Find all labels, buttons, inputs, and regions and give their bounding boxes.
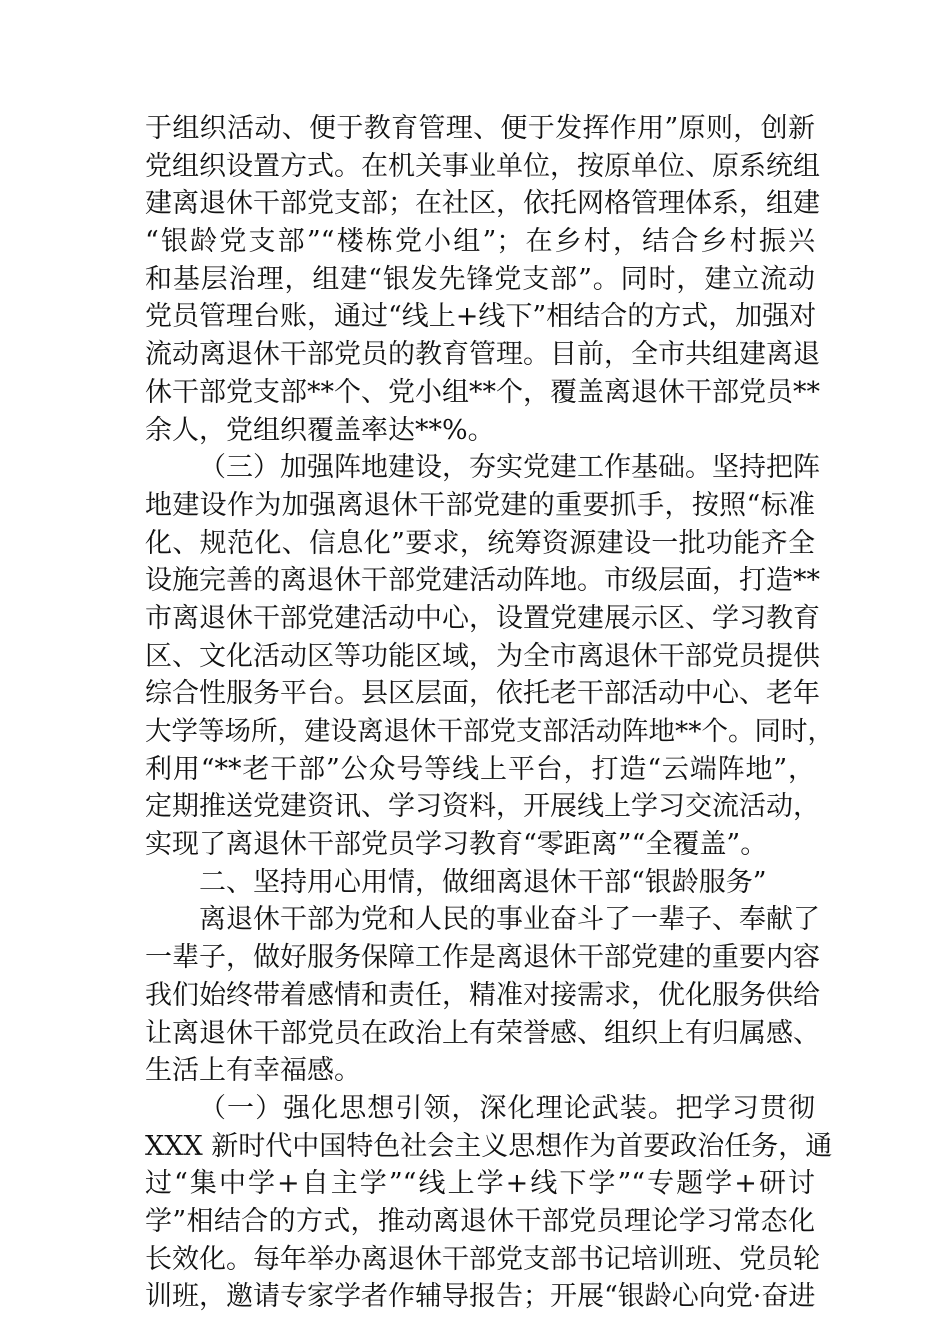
text-line: 让离退休干部党员在政治上有荣誉感、组织上有归属感、 <box>145 1017 820 1049</box>
text-line: 长效化。每年举办离退休干部党支部书记培训班、党员轮 <box>145 1243 820 1275</box>
text-line: 和基层治理，组建“银发先锋党支部”。同时，建立流动 <box>145 263 815 295</box>
text-line: 综合性服务平台。县区层面，依托老干部活动中心、老年 <box>145 678 820 710</box>
document-body <box>145 110 834 1316</box>
text-line: 党组织设置方式。在机关事业单位，按原单位、原系统组 <box>145 150 820 182</box>
text-line: 于组织活动、便于教育管理、便于发挥作用”原则，创新 <box>145 113 815 144</box>
text-line: 一辈子，做好服务保障工作是离退休干部党建的重要内容 <box>145 942 820 974</box>
text-line: XXX 新时代中国特色社会主义思想作为首要政治任务，通 <box>145 1130 833 1162</box>
text-line: 休干部党支部**个、党小组**个，覆盖离退休干部党员** <box>145 376 820 408</box>
text-line: 地建设作为加强离退休干部党建的重要抓手，按照“标准 <box>145 489 815 521</box>
text-line: 党员管理台账，通过“线上+线下”相结合的方式，加强对 <box>145 301 817 333</box>
text-line: 离退休干部为党和人民的事业奋斗了一辈子、奉献了 <box>199 904 820 936</box>
section-heading-line: 二、坚持用心用情，做细离退休干部“银龄服务” <box>199 866 767 898</box>
text-line: 生活上有幸福感。 <box>145 1055 361 1087</box>
text-line: 化、规范化、信息化”要求，统筹资源建设一批功能齐全 <box>145 527 815 559</box>
text-line: 建离退休干部党支部；在社区，依托网格管理体系，组建 <box>145 188 820 220</box>
text-line: 区、文化活动区等功能区域，为全市离退休干部党员提供 <box>145 640 820 672</box>
text-line: 大学等场所，建设离退休干部党支部活动阵地**个。同时， <box>145 716 834 747</box>
text-line: 市离退休干部党建活动中心，设置党建展示区、学习教育 <box>145 602 820 634</box>
text-line: 训班，邀请专家学者作辅导报告；开展“银龄心向党·奋进 <box>145 1281 816 1313</box>
text-line: 利用“**老干部”公众号等线上平台，打造“云端阵地”， <box>145 753 815 785</box>
text-line: 实现了离退休干部党员学习教育“零距离”“全覆盖”。 <box>145 829 768 861</box>
text-line: （一）强化思想引领，深化理论武装。把学习贯彻 <box>199 1092 815 1124</box>
text-line: 流动离退休干部党员的教育管理。目前，全市共组建离退 <box>145 339 820 371</box>
text-line: 我们始终带着感情和责任，精准对接需求，优化服务供给 <box>145 979 820 1011</box>
text-line: 定期推送党建资讯、学习资料，开展线上学习交流活动， <box>145 791 820 823</box>
text-line: 过“集中学+自主学”“线上学+线下学”“专题学+研讨 <box>145 1168 815 1200</box>
text-line: 学”相结合的方式，推动离退休干部党员理论学习常态化 <box>145 1205 815 1237</box>
text-line: 余人，党组织覆盖率达**%。 <box>145 414 495 446</box>
text-line: 设施完善的离退休干部党建活动阵地。市级层面，打造** <box>145 565 820 597</box>
text-line: （三）加强阵地建设，夯实党建工作基础。坚持把阵 <box>199 452 820 484</box>
text-line: “银龄党支部”“楼栋党小组”；在乡村，结合乡村振兴 <box>145 226 815 258</box>
